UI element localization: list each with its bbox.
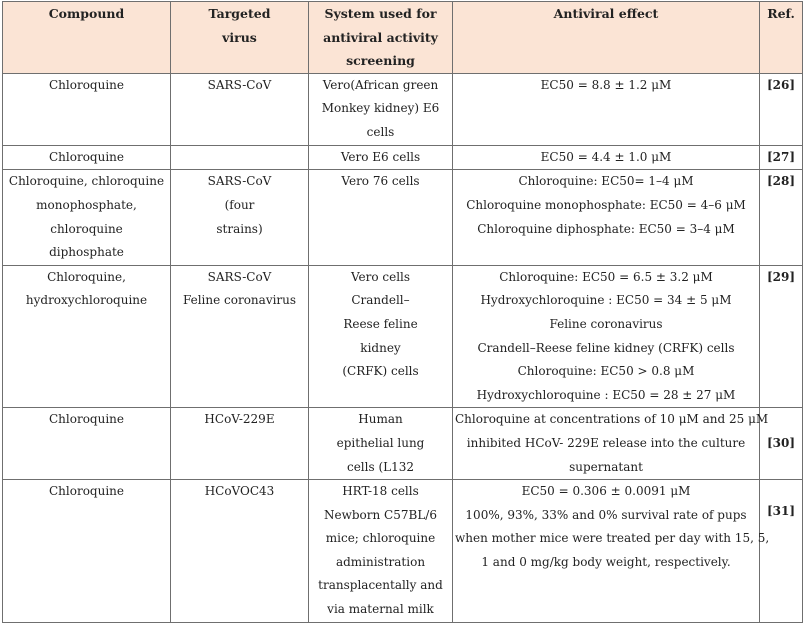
antiviral-table (2, 1, 803, 623)
compound-text: chloroquine (50, 221, 123, 236)
cell-effect (453, 145, 760, 170)
compound-text: monophosphate, (36, 197, 137, 212)
ref-label: [31] (766, 504, 796, 519)
ref-label: [29] (766, 269, 796, 284)
header-effect: Antiviral effect (453, 2, 760, 74)
cell-compound (3, 145, 171, 170)
effect-text: Chloroquine diphosphate: EC50 = 3–4 μM (477, 221, 735, 236)
cell-system (309, 170, 453, 265)
cell-effect (453, 408, 769, 480)
cell-virus (171, 170, 309, 265)
effect-text: EC50 = 0.306 ± 0.0091 μM (521, 484, 691, 499)
ref-label: [27] (766, 149, 796, 164)
system-text: Vero E6 cells (340, 149, 421, 164)
cell-system (309, 408, 453, 480)
table-row (3, 170, 803, 265)
virus-text: Feline coronavirus (182, 293, 297, 308)
compound-text: Chloroquine (48, 412, 124, 427)
table-body (3, 73, 803, 622)
system-text: Newborn C57BL/6 (324, 507, 437, 522)
cell-virus (171, 480, 309, 623)
cell-compound (3, 265, 171, 408)
ref-label: [26] (766, 77, 796, 92)
system-text: epithelial lung (336, 435, 425, 450)
cell-virus (171, 408, 309, 480)
cell-effect (453, 73, 760, 145)
header-compound: Compound (3, 2, 171, 74)
virus-text: HCoV-229E (204, 412, 275, 427)
system-text: administration (335, 554, 426, 569)
ref-label: [28] (766, 174, 796, 189)
effect-text: Chloroquine at concentrations of 10 μM and 25 μM (455, 412, 769, 427)
cell-ref (760, 73, 803, 145)
effect-text: 1 and 0 mg/kg body weight, respectively. (481, 554, 731, 569)
system-text: Reese feline (343, 316, 418, 331)
header-system: System used for antiviral activity screening (309, 2, 453, 74)
cell-compound (3, 73, 171, 145)
compound-text: diphosphate (49, 245, 124, 260)
cell-compound (3, 170, 171, 265)
system-text: transplacentally and (318, 578, 443, 593)
cell-virus (171, 73, 309, 145)
compound-text: Chloroquine (48, 77, 124, 92)
compound-text: Chloroquine (48, 484, 124, 499)
effect-text: inhibited HCoV- 229E release into the culture (466, 435, 746, 450)
compound-text: Chloroquine, (47, 269, 126, 284)
system-text: Vero cells (350, 269, 411, 284)
virus-text: strains) (216, 221, 263, 236)
cell-ref (760, 265, 803, 408)
table-row (3, 408, 803, 480)
effect-text: Chloroquine: EC50 = 6.5 ± 3.2 μM (499, 269, 713, 284)
cell-system (309, 145, 453, 170)
cell-ref (760, 145, 803, 170)
effect-text: Chloroquine monophosphate: EC50 = 4–6 μM (466, 197, 746, 212)
cell-virus (171, 145, 309, 170)
compound-text: Chloroquine (48, 149, 124, 164)
effect-text: Chloroquine: EC50= 1–4 μM (518, 174, 694, 189)
effect-text: Chloroquine: EC50 > 0.8 μM (517, 364, 695, 379)
effect-text: EC50 = 8.8 ± 1.2 μM (540, 77, 672, 92)
system-text: (CRFK) cells (342, 364, 419, 379)
system-text: cells (366, 124, 395, 139)
cell-virus (171, 265, 309, 408)
cell-effect (453, 170, 760, 265)
system-text: HRT-18 cells (342, 484, 419, 499)
compound-text: hydroxychloroquine (25, 293, 148, 308)
compound-text: Chloroquine, chloroquine (8, 174, 165, 189)
effect-text: when mother mice were treated per day with 15, 5, (455, 531, 770, 546)
effect-text: Hydroxychloroquine : EC50 = 34 ± 5 μM (480, 293, 732, 308)
effect-text: supernatant (569, 459, 643, 474)
system-text: Human (358, 412, 403, 427)
table-row (3, 73, 803, 145)
virus-text: SARS-CoV (207, 269, 272, 284)
table-row (3, 265, 803, 408)
cell-system (309, 480, 453, 623)
cell-ref (760, 170, 803, 265)
system-text: via maternal milk (327, 602, 434, 617)
cell-ref (760, 480, 803, 623)
table-header (3, 2, 803, 74)
cell-compound (3, 480, 171, 623)
effect-text: Crandell–Reese feline kidney (CRFK) cells (477, 340, 735, 355)
virus-text: SARS-CoV (207, 77, 272, 92)
system-text: Crandell– (351, 293, 410, 308)
system-text: mice; chloroquine (325, 531, 436, 546)
system-text: Vero 76 cells (341, 174, 420, 189)
ref-label: [30] (766, 435, 796, 450)
effect-text: EC50 = 4.4 ± 1.0 μM (540, 149, 672, 164)
system-text: Monkey kidney) E6 (321, 101, 440, 116)
system-text: kidney (360, 340, 401, 355)
cell-system (309, 265, 453, 408)
effect-text: 100%, 93%, 33% and 0% survival rate of pups (465, 507, 747, 522)
effect-text: Feline coronavirus (549, 316, 663, 331)
header-ref: Ref. (760, 2, 803, 74)
table-row (3, 145, 803, 170)
cell-compound (3, 408, 171, 480)
effect-text: Hydroxychloroquine : EC50 = 28 ± 27 μM (476, 387, 736, 402)
cell-system (309, 73, 453, 145)
virus-text: SARS-CoV (207, 174, 272, 189)
virus-text: (four (224, 197, 255, 212)
header-virus: Targeted virus (171, 2, 309, 74)
cell-effect (453, 265, 760, 408)
table-row (3, 480, 803, 623)
virus-text: HCoVOC43 (204, 484, 275, 499)
cell-effect (453, 480, 770, 623)
system-text: Vero(African green (322, 77, 439, 92)
system-text: cells (L132 (346, 459, 415, 474)
